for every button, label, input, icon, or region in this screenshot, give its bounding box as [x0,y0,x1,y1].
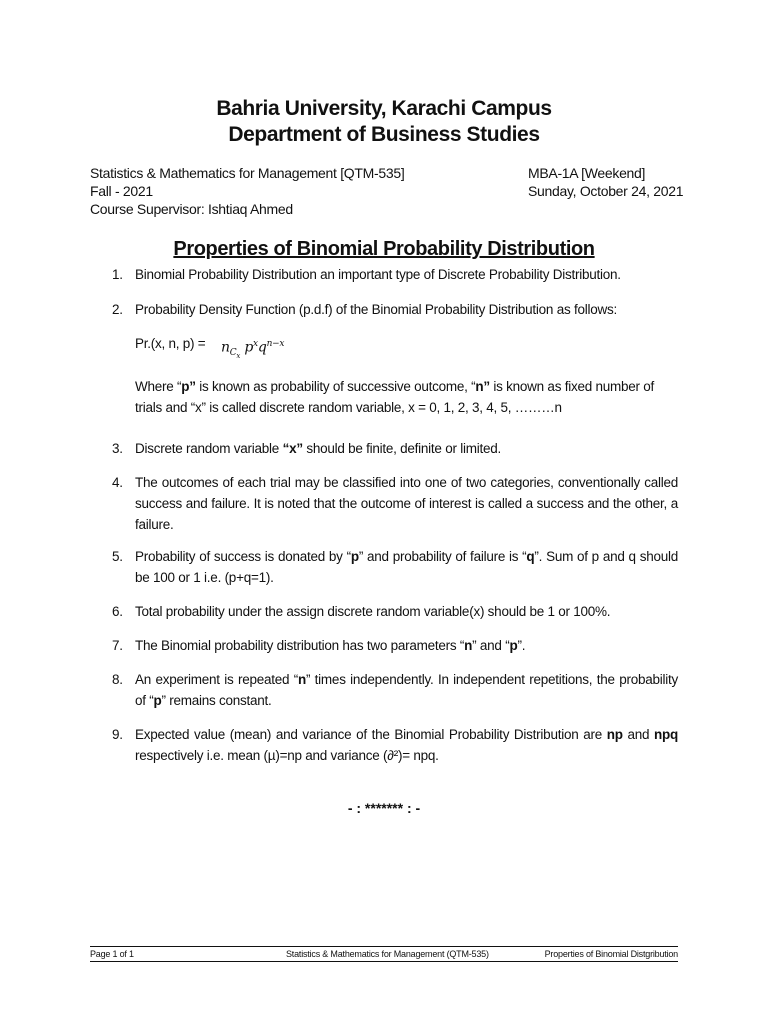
item-text: Probability Density Function (p.d.f) of the Binomial Probability Distribution as follows: [135,302,617,317]
item-text: The outcomes of each trial may be classified into one of two categories, conventionally called success and failure. It is noted that the outcome of interest is called a success and the other, a failure. [135,475,678,532]
footer-page-number: Page 1 of 1 [90,949,134,959]
course-name: Statistics & Mathematics for Management [QTM-535] [90,165,405,181]
page-footer [90,946,678,962]
item-text: Total probability under the assign discrete random variable(x) should be 1 or 100%. [135,604,611,619]
item-number: 5. [112,549,123,564]
course-info [90,164,404,218]
formula-cx: x [236,352,241,361]
item-text: The Binomial probability distribution has two parameters “n” and “p”. [135,638,526,653]
formula-p: p [244,339,254,356]
where-paragraph: Where “p” is known as probability of successive outcome, “n” is known as fixed number of trials and “x” is called discrete random variable, x = 0, 1, 2, 3, 4, 5, ………n [135,379,654,415]
formula-label: Pr.(x, n, p) = [135,336,206,351]
pdf-formula [135,334,285,361]
formula-q: q [257,339,267,356]
term: Fall - 2021 [90,183,153,199]
formula-q-exp: n−x [266,339,285,349]
item-number: 7. [112,638,123,653]
end-mark: - : ******* : - [347,800,421,816]
item-number: 6. [112,604,123,619]
formula-n: n [221,339,230,356]
university-name: Bahria University, Karachi Campus [216,97,552,120]
department-name: Department of Business Studies [228,123,540,146]
item-number: 3. [112,441,123,456]
item-text: Expected value (mean) and variance of the Binomial Probability Distribution are np and npq respectively i.e. mean (µ)=np and variance (∂²)= npq. [135,727,679,763]
item-number: 8. [112,672,123,687]
page-title: Properties of Binomial Probability Distribution [173,238,595,260]
item-number: 1. [112,267,123,282]
formula-c: C [229,348,237,359]
footer-course: Statistics & Mathematics for Management (QTM-535) [286,949,489,959]
item-text: Discrete random variable “x” should be finite, definite or limited. [135,441,501,456]
item-text: Binomial Probability Distribution an important type of Discrete Probability Distribution. [135,267,621,282]
document-header [0,96,768,148]
formula-p-exp: x [253,339,258,349]
formula-expression [221,334,284,366]
program-info [528,164,683,200]
program: MBA-1A [Weekend] [528,165,646,181]
item-text: Probability of success is donated by “p” and probability of failure is “q”. Sum of p and q should be 100 or 1 i.e. (p+q=1). [135,549,678,585]
item-number: 2. [112,302,123,317]
item-text: An experiment is repeated “n” times independently. In independent repetitions, the probability of “p” remains constant. [135,672,678,708]
date: Sunday, October 24, 2021 [528,183,684,199]
item-number: 4. [112,475,123,490]
footer-topic: Properties of Binomial Distgribution [544,949,678,959]
item-number: 9. [112,727,123,742]
course-supervisor: Course Supervisor: Ishtiaq Ahmed [90,201,293,217]
